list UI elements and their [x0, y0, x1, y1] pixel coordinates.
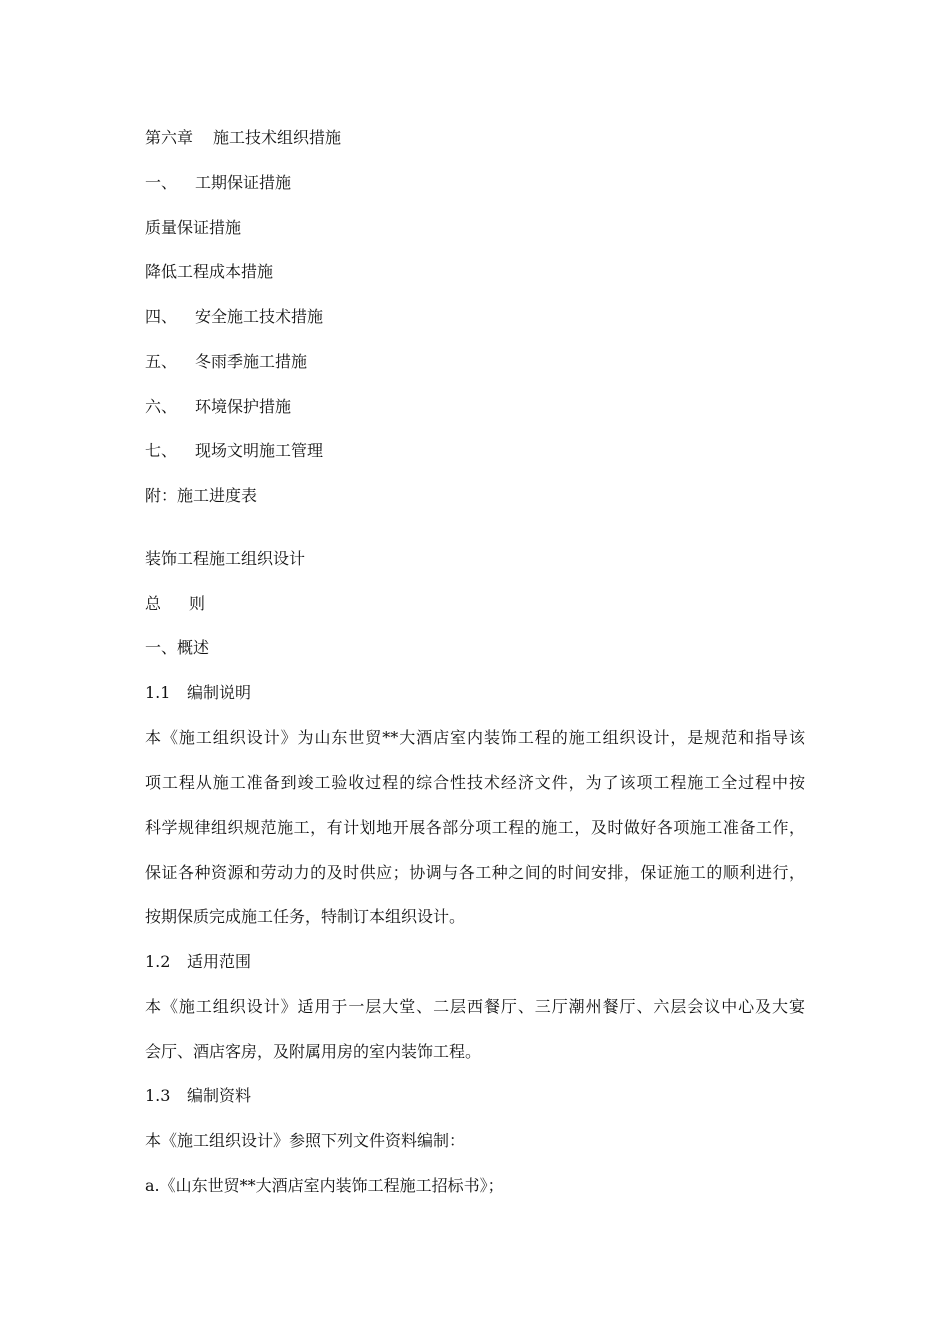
subsection-heading — [145, 1086, 251, 1106]
paragraph-line: 保证各种资源和劳动力的及时供应；协调与各工种之间的时间安排，保证施工的顺利进行， — [145, 863, 805, 882]
toc-item — [145, 307, 323, 327]
subsection-number: 1.1 — [145, 683, 171, 702]
part-heading-char: 总 — [145, 594, 162, 613]
paragraph-line: 项工程从施工准备到竣工验收过程的综合性技术经济文件，为了该项工程施工全过程中按 — [145, 773, 805, 792]
paragraph-line: 本《施工组织设计》适用于一层大堂、二层西餐厅、三厅潮州餐厅、六层会议中心及大宴 — [145, 997, 805, 1016]
chapter-title: 施工技术组织措施 — [213, 128, 342, 147]
toc-item — [145, 218, 241, 238]
toc-item-number: 六、 — [145, 397, 178, 416]
toc-item-text: 质量保证措施 — [145, 218, 242, 237]
subsection-heading — [145, 952, 251, 972]
paragraph-line: 本《施工组织设计》为山东世贸**大酒店室内装饰工程的施工组织设计，是规范和指导该 — [145, 728, 805, 747]
toc-item — [145, 441, 323, 461]
toc-item-text: 现场文明施工管理 — [195, 441, 324, 460]
toc-appendix: 附：施工进度表 — [145, 486, 258, 505]
part-heading-char: 则 — [189, 594, 206, 613]
toc-item — [145, 173, 291, 193]
subsection-title: 编制说明 — [187, 683, 252, 702]
subsection-heading — [145, 683, 251, 703]
paragraph-line: 本《施工组织设计》参照下列文件资料编制： — [145, 1131, 466, 1150]
toc-item-text: 工期保证措施 — [195, 173, 292, 192]
subsection-title: 适用范围 — [187, 952, 252, 971]
paragraph-line: 科学规律组织规范施工，有计划地开展各部分项工程的施工，及时做好各项施工准备工作， — [145, 818, 805, 837]
toc-item-text: 安全施工技术措施 — [195, 307, 324, 326]
toc-item-number: 一、 — [145, 173, 178, 192]
paragraph-line: 会厅、酒店客房，及附属用房的室内装饰工程。 — [145, 1042, 482, 1061]
toc-item-text: 降低工程成本措施 — [145, 262, 274, 281]
toc-item-text: 环境保护措施 — [195, 397, 292, 416]
chapter-number: 第六章 — [145, 128, 194, 147]
part-heading — [145, 594, 205, 614]
toc-item — [145, 352, 307, 372]
chapter-heading — [145, 128, 341, 148]
toc-item-number: 五、 — [145, 352, 178, 371]
toc-item-number: 四、 — [145, 307, 178, 326]
toc-item-text: 冬雨季施工措施 — [195, 352, 308, 371]
subsection-title: 编制资料 — [187, 1086, 252, 1105]
document-title: 装饰工程施工组织设计 — [145, 549, 306, 568]
subsection-number: 1.2 — [145, 952, 171, 971]
toc-item — [145, 397, 291, 417]
toc-item-number: 七、 — [145, 441, 178, 460]
section-heading: 一、概述 — [145, 638, 210, 657]
subsection-number: 1.3 — [145, 1086, 171, 1105]
paragraph-line: 按期保质完成施工任务，特制订本组织设计。 — [145, 907, 466, 926]
reference-item: a.《山东世贸**大酒店室内装饰工程施工招标书》； — [145, 1176, 504, 1195]
toc-item — [145, 262, 273, 282]
